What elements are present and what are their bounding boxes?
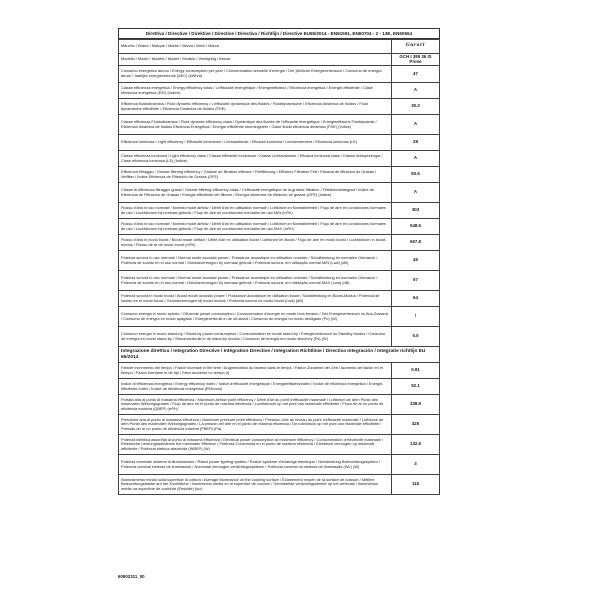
spec-value: 303 xyxy=(392,203,440,219)
spec-row xyxy=(119,455,440,475)
spec-row xyxy=(119,167,440,183)
spec-row xyxy=(119,395,440,415)
spec-value: 3 xyxy=(392,455,440,475)
spec-row xyxy=(119,251,440,271)
section-header-row xyxy=(119,347,440,363)
spec-value: 52.1 xyxy=(392,379,440,395)
spec-value: 548.5 xyxy=(392,219,440,235)
spec-label: Classe efficienza energetica / Energy efficiency class / L'efficacité énergétique / Energieeffizienz / Eficiencia energética / Energie-efficiëntie / Clase eficiencia energética (EEI) (Indice) xyxy=(119,83,392,99)
spec-row xyxy=(119,379,440,395)
spec-label: Potenza sonora in uso normale / Normal mode acoustic power / Puissance acoustique en utilisation normale / Schallleistung im normalen Gebrauch / Potencia de sonido en el uso normal / Geluidsvermogen bij normaal gebruik / Potencia sonora, em utilização normal MIN (Lwa) (dB) xyxy=(119,251,392,271)
spec-row xyxy=(119,415,440,435)
spec-label: Indice di efficienza energetica / Energy efficiency index / Indice d'efficacité énergétique / Energieeffizienzindex / Índice de eficiencia energética / Energie-efficiëntie-index / Índice de eficiência energética (EEIhood) xyxy=(119,379,392,395)
spec-value: A xyxy=(392,115,440,135)
spec-value: 28 xyxy=(392,135,440,151)
spec-label: Classe efficienza luminosa / Light efficiency class / Classe efficacité lumineuse / Klasse Lichtausbeute / Eficacia luminosa clase / Klasse lichtopbrengst / Clase eficiencia luminosa (LE) (Indice) xyxy=(119,151,392,167)
spec-label: Potenza sonora in uso normale / Normal mode acoustic power / Puissance acoustique en utilisation normale / Schallleistung im normalen Gebrauch / Potencia de sonido en el uso normal / Geluidsvermogen bij normaal gebruik / Potencia sonora, em utilização normal MAX (Lwa) (dB) xyxy=(119,271,392,291)
spec-label: Flusso d'aria in modo boost / Boost mode airflow / Débit d'air en utilisation boost / Luftstrom im Boost / Flujo de aire en modo boost / Luchtstroom in boost-modus / Flusso de ar de modo boost (m³/h) xyxy=(119,235,392,251)
spec-label: Potenza sonora in modo boost / Boost mode acoustic power / Puissance acoustique en utilisation boost / Schallleistung im Boost-Modus / Potencia de sonido en el modo boost / Geluidsvermogen bij boost-modus / Potencia sonora no modo boost (Lwa) (dB) xyxy=(119,291,392,307)
spec-value: 132.6 xyxy=(392,435,440,455)
spec-label: Efficienza fluidodinamica / Fluid dynamic efficiency / L'efficacité dynamique des fluides / Fluiddynamische / Eficiencia dinámica de fluidos / Fluid dynamische efficiëntie / Eficiencia Dinámica de fluidos (FDE) xyxy=(119,99,392,115)
spec-label: Efficienza luminosa / Light efficiency / Efficacité lumineuse / Lichtausbeute / Eficacia luminosa / Lichtrendement / Eficiencia luminosa (LE) xyxy=(119,135,392,151)
spec-row xyxy=(119,151,440,167)
spec-label: Classe di efficienza filtraggio grassi / Grease filtering efficiency class / L'efficacité énergétique de la graisse filtration / Fettabscheidegrad / Índice de Eficiencia de Filtración de Grasas / Energie-efficiëntie vet filteren / Energía eficiencia de filtración de grasas (GFE) (Indice) xyxy=(119,183,392,203)
spec-row xyxy=(119,54,440,66)
directive-header: Direttiva / Directive / Direktive / Directive / Directiva / Richtlijn / Directive EU65/2014 - EN61591, EN60704 - 2 - 13E, EN60564 xyxy=(118,28,440,39)
spec-row xyxy=(119,271,440,291)
spec-label: Efficienza filtraggio / Grease filtering efficiency / Graisse de filtration efficace / Fettfilterung / Effizienz Filtration Fett / Eficacia de filtración de Grasas / Vetfilter / Índice Eficiencia de Filtración de Grasas (GFE) xyxy=(119,167,392,183)
spec-label: Portata aria al punto di massima efficienza / Maximum airflow point efficiency / Débit d'air au point d'efficacité maximale / Luftstrom an dem Punkt des maximalen Wirkungsgrades / Flujo de aire en el punto de máxima eficiencia / Luchtstroom op het punt van maximale efficiëntie / Fluxo de ar no ponto de eficiência máxima (QBEP) (m³/h) xyxy=(119,395,392,415)
spec-value: / xyxy=(392,307,440,327)
spec-label: Illuminamento medio sulla superficie di cottura / Average illuminance on the cooking surface / Éclairement moyen de la surface de cuisson / Mittlere Beleuchtungsstärke auf der Kochfläche / Iluminancia media en la superficie de cocción / Gemiddelde verlichtingssterkte op het werkvlak / Iluminância média na superfície de cozinhar (Emiddle) (lux) xyxy=(119,475,392,495)
spec-value: 83.6 xyxy=(392,167,440,183)
spec-label: Modello / Model / Modèle / Modell / Modelo / Verwijzing / Brecar xyxy=(119,54,392,66)
spec-row xyxy=(119,40,440,54)
spec-label: Potenza elettrica assorbita al punto di massima efficienza / Electrical power consumption at maximum efficiency / Consommation d'électricité maximale / Elektrische Leistungsaufnahme bei maximaler Effizienz / Potencia Consumida en el punto de máxima eficiencia / Elektrisch vermogen op maximale efficiëntie / Potência elétrica absorvida (WBEP) (W) xyxy=(119,435,392,455)
spec-label: Classe efficienza Fluidodinamica / Fluid dynamic efficiency class / Dynamique des fluides de l'efficacité énergétique / Energieeffizienz Fluiddynamik / Eficiencia dinámica de fluidos Eficiencia Energética / Energie-efficiëntie stromingsleer / Clase fluido eficiencia dinámica (FDE) (Indice) xyxy=(119,115,392,135)
spec-row xyxy=(119,327,440,347)
spec-row xyxy=(119,83,440,99)
spec-value: A xyxy=(392,83,440,99)
spec-row xyxy=(119,291,440,307)
spec-value: 0.91 xyxy=(392,363,440,379)
spec-value: 45 xyxy=(392,251,440,271)
spec-row xyxy=(119,183,440,203)
specs-table xyxy=(118,39,440,495)
spec-row xyxy=(119,99,440,115)
brand-logo: Gurari xyxy=(392,40,440,54)
spec-value: 338.9 xyxy=(392,395,440,415)
spec-value: 30.2 xyxy=(392,99,440,115)
spec-value: GCH I 385 36 IS Prime xyxy=(392,54,440,66)
spec-label: Consumo energetico annuo / Energy consumption per year / Consommation annuelle d'énergie / Der jährliche Energieverbrauch / Consumo de energía anual / Jaarlijks energieverbruik (AEC) (kWh/a) xyxy=(119,66,392,83)
spec-label: Integrazione direttiva / Integration Directive / Intégration Directive / Integration Richtlinie / Directiva Integración / Integratie richtlijn EU 66/2014 xyxy=(119,347,440,363)
spec-label: Consumo energia in modo stand-by / Stand-by power consumption / Consommation en mode stand-by / Energieverbrauch im Standby Modus / Consumo de energía en modo stand-by / Stroomverbruik in de stand-by modus / Consumo de energia em modo stand-by (Ps) (W) xyxy=(119,327,392,347)
document-code: 60902311_00 xyxy=(118,574,145,579)
spec-value: A xyxy=(392,183,440,203)
spec-row xyxy=(119,475,440,495)
energy-label-sheet xyxy=(118,28,440,495)
spec-row xyxy=(119,235,440,251)
spec-label: Pressione aria al punto di massima efficienza / Maximum pressure point efficiency / Pression d'air au niveau du point d'efficacité maximale / Luftdruck an dem Punkt des maximalen Wirkungsgrades / La presión del aire en el punto de máxima eficiencia / De luchtdruck op het punt van maximale efficiëntie / Pressão do ar no ponto de eficiência máxima (PBEP) (Pa) xyxy=(119,415,392,435)
spec-row xyxy=(119,307,440,327)
spec-row xyxy=(119,66,440,83)
spec-value: A xyxy=(392,151,440,167)
spec-value: 0.5 xyxy=(392,327,440,347)
spec-label: Potenza nominale sistema di illuminazione / Rated power lighting system / Évalué système d'éclairage électrique / Nennleistung Beleuchtungssystem / Potencia nominal sistema de iluminación / Nominaal vermogen verlichtingssysteem / Potência nominal do sistema de iluminação (WL) (W) xyxy=(119,455,392,475)
spec-row xyxy=(119,135,440,151)
spec-value: 116 xyxy=(392,475,440,495)
spec-label: Flusso d'aria in uso normale / Normal mode airflow / Débit d'air en utilisation normale / Luftstrom im Normalbetrieb / Flujo de aire en condiciones normales de uso / Luchtstroom bij normaal gebruik / Flujo de aire en condiciones normales de uso MAX (m³/h) xyxy=(119,219,392,235)
spec-value: 64 xyxy=(392,291,440,307)
spec-value: 425 xyxy=(392,415,440,435)
spec-row xyxy=(119,363,440,379)
spec-label: Consumo energia in modo spento / Off-mode power consumption / Consommation d'énergie en mode hors tension / Der Energieverbrauch im Aus-Zustand / Consumo de energía en modo apagado / Energieverbruik in de uit-stand / Consumo de energia no modo desligado (Po) (W) xyxy=(119,307,392,327)
spec-value: 57 xyxy=(392,271,440,291)
spec-value: 667.8 xyxy=(392,235,440,251)
spec-label: Marchio / Brand / Marque / Marke / Marca / Merk / Marca xyxy=(119,40,392,54)
spec-label: Fattore incremento nel tempo / Factor increase in the time / Augmentation du facteur dans le temps / Faktor Zunahme der Zeit / Aumento del factor en el tiempo / Factor toename in de tijd / Fator aumento no tempo (f) xyxy=(119,363,392,379)
spec-value: 47 xyxy=(392,66,440,83)
spec-row xyxy=(119,115,440,135)
spec-row xyxy=(119,435,440,455)
spec-row xyxy=(119,219,440,235)
spec-label: Flusso d'aria in uso normale / Normal mode airflow / Débit d'air en utilisation normale / Luftstrom im Normalbetrieb / Flujo de aire en condiciones normales de uso / Luchtstroom bij normaal gebruik / Flujo de aire en condiciones normales de uso MIN (m³/h) xyxy=(119,203,392,219)
spec-row xyxy=(119,203,440,219)
